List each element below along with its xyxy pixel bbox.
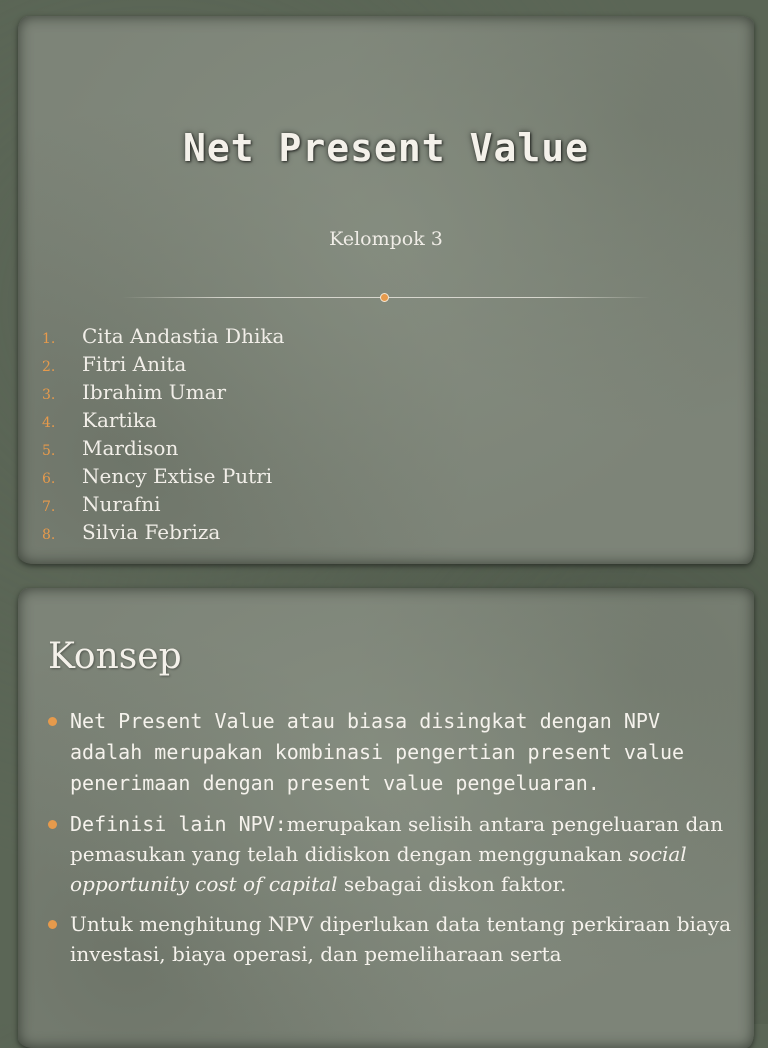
- divider-dot-icon: [380, 293, 389, 302]
- bullet-lead: Definisi lain NPV:: [70, 812, 287, 836]
- list-number: 3.: [42, 387, 56, 403]
- bullet-text-end: sebagai diskon faktor.: [343, 872, 567, 896]
- member-name: Mardison: [82, 436, 179, 460]
- bullet-text: merupakan selisih antara pengeluaran dan pemasukan yang telah didiskon dengan menggunakan: [70, 812, 724, 866]
- list-number: 6.: [42, 471, 56, 487]
- member-name: Nency Extise Putri: [82, 464, 273, 488]
- member-list: [42, 322, 284, 546]
- list-number: 7.: [42, 499, 56, 515]
- list-item: [42, 434, 284, 462]
- konsep-slide: [18, 588, 754, 1048]
- member-name: Kartika: [82, 408, 157, 432]
- list-number: 2.: [42, 359, 56, 375]
- member-name: Ibrahim Umar: [82, 380, 227, 404]
- bullet-italic-term: social opportunity cost of capital: [70, 842, 687, 896]
- list-number: 4.: [42, 415, 56, 431]
- list-item: [42, 490, 284, 518]
- bullet-item-alternate-definition: [44, 809, 734, 899]
- list-item: [42, 518, 284, 546]
- list-item: [42, 378, 284, 406]
- list-item: [42, 350, 284, 378]
- section-title: Konsep: [48, 636, 182, 677]
- list-number: 5.: [42, 443, 56, 459]
- list-number: 1.: [42, 331, 56, 347]
- bullet-item-calculation: Untuk menghitung NPV diperlukan data tentang perkiraan biaya investasi, biaya operasi, dan pemeliharaan serta: [44, 909, 734, 969]
- slide-title: Net Present Value: [183, 126, 589, 170]
- member-name: Cita Andastia Dhika: [82, 324, 285, 348]
- bullet-item-definition: Net Present Value atau biasa disingkat dengan NPV adalah merupakan kombinasi pengertian present value penerimaan dengan present value pengeluaran.: [44, 706, 734, 799]
- list-item: [42, 322, 284, 350]
- member-name: Fitri Anita: [82, 352, 187, 376]
- bullet-list: [44, 706, 734, 979]
- list-item: [42, 462, 284, 490]
- list-item: [42, 406, 284, 434]
- slide-subtitle: Kelompok 3: [329, 228, 443, 250]
- title-slide: [18, 16, 754, 564]
- member-name: Nurafni: [82, 492, 161, 516]
- list-number: 8.: [42, 527, 56, 543]
- member-name: Silvia Febriza: [82, 520, 221, 544]
